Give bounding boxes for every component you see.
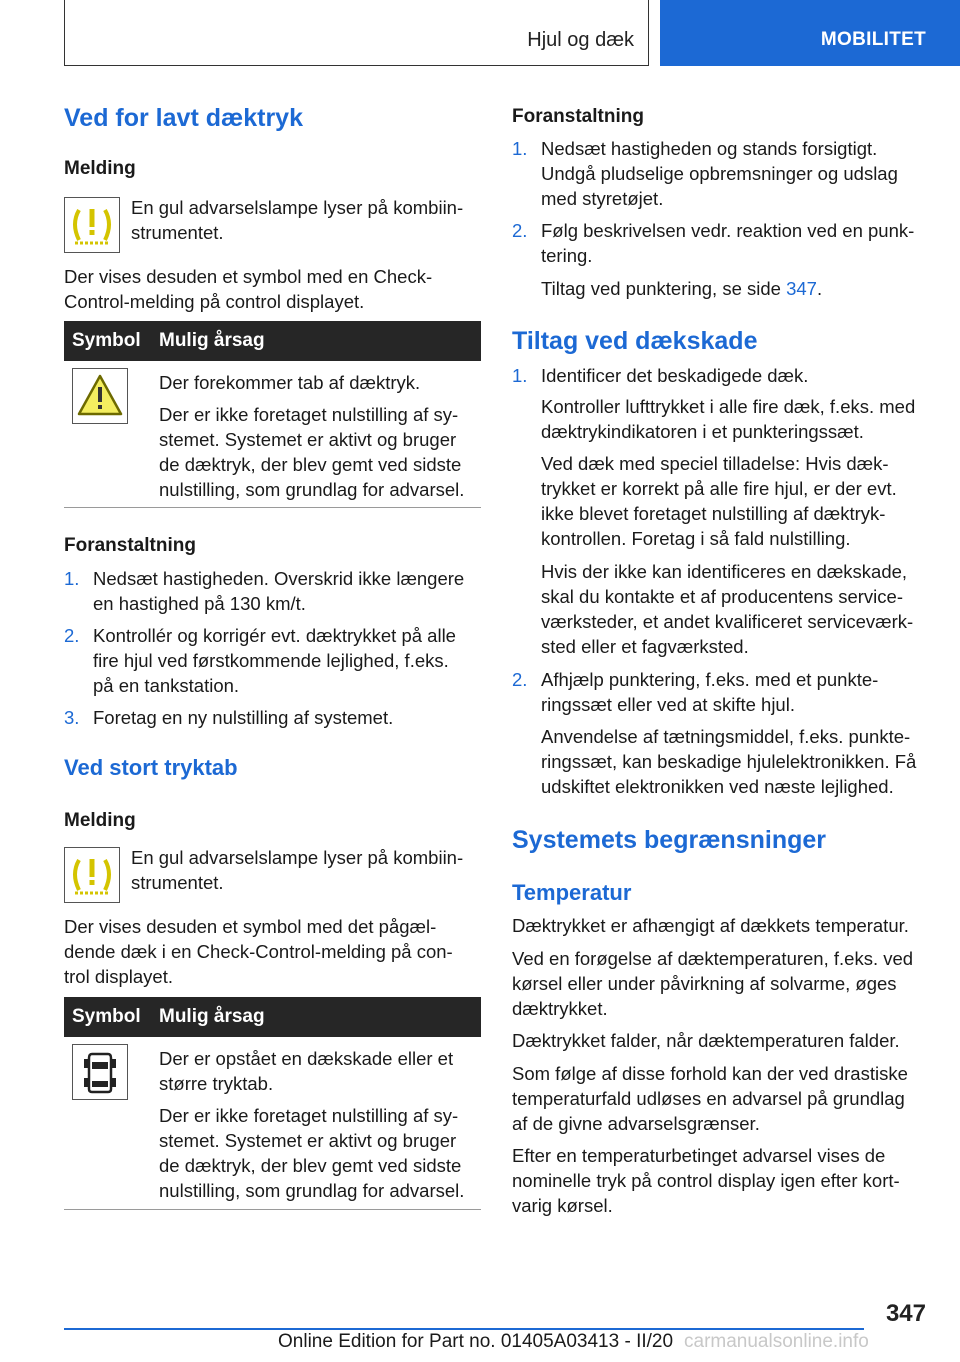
text-line: nominelle tryk på control display igen efter kort-: [512, 1170, 900, 1191]
reference-end: .: [816, 278, 823, 299]
text-line: strumentet.: [131, 872, 224, 893]
text-line: temperaturfald udløses en advarsel på grundlag: [512, 1088, 905, 1109]
section-title: MOBILITET: [820, 29, 926, 50]
text-line: stemet. Systemet er aktivt og bruger: [159, 429, 457, 450]
text-line: Ved dæk med speciel tilladelse: Hvis dæk-: [541, 453, 889, 474]
paragraph: [512, 1028, 928, 1053]
text-line: En gul advarselslampe lyser på kombiin-: [131, 197, 464, 218]
text-line: Anvendelse af tætningsmiddel, f.eks. punkte-: [541, 726, 911, 747]
list-number: 2.: [512, 669, 528, 690]
list-text: [541, 451, 928, 551]
text-line: nulstilling, som grundlag for advarsel.: [159, 479, 465, 500]
warning-triangle-icon: [72, 368, 128, 424]
description-paragraph: [64, 914, 481, 989]
text-line: Undgå pludselige opbremsninger og udslag: [541, 163, 898, 184]
heading-system-limits: Systemets begrænsninger: [512, 826, 826, 854]
text-line: ringssæt, kan beskadige hjulelektronikken. Få: [541, 751, 917, 772]
list-number: 1.: [64, 568, 80, 589]
text-line: nulstilling, som grundlag for advarsel.: [159, 1180, 465, 1201]
text-line: Dæktrykket falder, når dæktemperaturen falder.: [512, 1030, 900, 1051]
table-header: [64, 321, 481, 361]
paragraph: [512, 946, 928, 1021]
text-line: større tryktab.: [159, 1073, 274, 1094]
text-line: af de givne advarselsgrænser.: [512, 1113, 760, 1134]
text-line: Der er opstået en dækskade eller et: [159, 1048, 454, 1069]
text-line: kontrollen. Foretag i så fald nulstilling.: [541, 528, 851, 549]
text-line: Hvis der ikke kan identificeres en dækskade,: [541, 561, 908, 582]
table-row: [64, 361, 481, 508]
text-line: dæktrykket.: [512, 998, 608, 1019]
watermark: carmanualsonline.info: [684, 1331, 869, 1352]
table-row: [64, 1037, 481, 1210]
symbol-table-big: [64, 997, 481, 1210]
message-label: Melding: [64, 810, 136, 831]
heading-big-loss: Ved stort tryktab: [64, 755, 238, 780]
text-line: udskiftet elektronikken ved næste lejlighed.: [541, 776, 894, 797]
text-line: strumentet.: [131, 222, 224, 243]
text-line: Der vises desuden et symbol med en Check-: [64, 266, 433, 287]
edition-text: Online Edition for Part no. 01405A03413 - II/20: [278, 1331, 674, 1352]
text-line: Nedsæt hastigheden og stands forsigtigt.: [541, 138, 878, 159]
text-line: de dæktryk, der blev gemt ved sidste: [159, 1155, 462, 1176]
text-line: de dæktryk, der blev gemt ved sidste: [159, 454, 462, 475]
text-line: trol displayet.: [64, 966, 173, 987]
page-number: 347: [885, 1300, 926, 1327]
text-line: kørsel eller under påvirkning af solvarme, øges: [512, 973, 897, 994]
text-line: trykket er korrekt på alle fire hjul, er der evt.: [541, 478, 897, 499]
list-text: [541, 667, 928, 717]
text-line: sted eller et fagværksted.: [541, 636, 749, 657]
text-line: Afhjælp punktering, f.eks. med et punkte-: [541, 669, 879, 690]
reference-text: Tiltag ved punktering, se side: [541, 278, 787, 299]
list-text: [541, 136, 928, 211]
heading-low-pressure: Ved for lavt dæktryk: [64, 104, 303, 132]
text-line: En gul advarselslampe lyser på kombiin-: [131, 847, 464, 868]
text-line: Kontroller lufttrykket i alle fire dæk, f.eks. med: [541, 396, 916, 417]
car-tire-damage-icon: [72, 1044, 128, 1100]
list-text: [541, 559, 928, 659]
text-line: værksteder, et andet kvalificeret serviceværk-: [541, 611, 914, 632]
text-line: Som følge af disse forhold kan der ved drastiske: [512, 1063, 908, 1084]
header-frame: [64, 0, 649, 66]
list-text: [93, 705, 481, 730]
list-text: [541, 363, 928, 388]
text-line: Kontrollér og korrigér evt. dæktrykket på alle: [93, 625, 456, 646]
heading-temperature: Temperatur: [512, 880, 632, 905]
cause-text: [159, 370, 481, 502]
symbol-table-low: [64, 321, 481, 508]
text-line: Følg beskrivelsen vedr. reaktion ved en punk-: [541, 220, 915, 241]
list-number: 3.: [64, 707, 80, 728]
text-line: stemet. Systemet er aktivt og bruger: [159, 1130, 457, 1151]
text-line: en hastighed på 130 km/t.: [93, 593, 306, 614]
text-line: dæktrykindikatoren i et punkteringssæt.: [541, 421, 864, 442]
description-paragraph: [64, 264, 481, 314]
message-text: [131, 195, 481, 245]
list-text: [541, 276, 928, 301]
tire-pressure-warning-icon: [64, 847, 120, 903]
column-header-symbol: Symbol: [72, 330, 141, 351]
paragraph: [512, 1143, 928, 1218]
message-text: [131, 845, 481, 895]
list-number: 1.: [512, 365, 528, 386]
list-text: [541, 724, 928, 799]
column-header-cause: Mulig årsag: [159, 1006, 265, 1027]
text-line: Der er ikke foretaget nulstilling af sy-: [159, 1105, 459, 1126]
text-line: Der forekommer tab af dæktryk.: [159, 372, 421, 393]
list-text: [541, 218, 928, 268]
text-line: fire hjul ved førstkommende lejlighed, f.eks.: [93, 650, 449, 671]
chapter-title: Hjul og dæk: [527, 29, 634, 51]
text-line: med styretøjet.: [541, 188, 664, 209]
measure-label: Foranstaltning: [64, 535, 196, 556]
text-line: Efter en temperaturbetinget advarsel vises de: [512, 1145, 886, 1166]
paragraph: [512, 1061, 928, 1136]
section-tab: [660, 0, 960, 66]
message-label: Melding: [64, 158, 136, 179]
text-line: Identificer det beskadigede dæk.: [541, 365, 809, 386]
text-line: Der er ikke foretaget nulstilling af sy-: [159, 404, 459, 425]
list-number: 1.: [512, 138, 528, 159]
text-line: dende dæk i en Check-Control-melding på con-: [64, 941, 453, 962]
list-text: [93, 623, 481, 698]
text-line: Control-melding på control displayet.: [64, 291, 365, 312]
warning-message: [64, 195, 481, 253]
footer-divider: [64, 1328, 864, 1330]
measure-label: Foranstaltning: [512, 106, 644, 127]
text-line: ikke blevet foretaget nulstilling af dæktryk-: [541, 503, 886, 524]
text-line: Foretag en ny nulstilling af systemet.: [93, 707, 394, 728]
cause-text: [159, 1046, 481, 1203]
list-text: [93, 566, 481, 616]
warning-message: [64, 845, 481, 903]
text-line: på en tankstation.: [93, 675, 240, 696]
text-line: Ved en forøgelse af dæktemperaturen, f.eks. ved: [512, 948, 914, 969]
list-text: [541, 394, 928, 444]
column-header-symbol: Symbol: [72, 1006, 141, 1027]
list-number: 2.: [64, 625, 80, 646]
text-line: skal du kontakte et af producentens service-: [541, 586, 903, 607]
text-line: Dæktrykket er afhængigt af dækkets temperatur.: [512, 915, 909, 936]
page-reference-link[interactable]: 347: [786, 278, 817, 299]
text-line: Nedsæt hastigheden. Overskrid ikke længere: [93, 568, 465, 589]
text-line: Der vises desuden et symbol med det pågæl-: [64, 916, 437, 937]
tire-pressure-warning-icon: [64, 197, 120, 253]
table-header: [64, 997, 481, 1037]
column-header-cause: Mulig årsag: [159, 330, 265, 351]
text-line: varig kørsel.: [512, 1195, 613, 1216]
heading-tire-damage: Tiltag ved dækskade: [512, 327, 758, 355]
text-line: ringssæt eller ved at skifte hjul.: [541, 694, 795, 715]
paragraph: [512, 913, 928, 938]
text-line: tering.: [541, 245, 593, 266]
list-number: 2.: [512, 220, 528, 241]
